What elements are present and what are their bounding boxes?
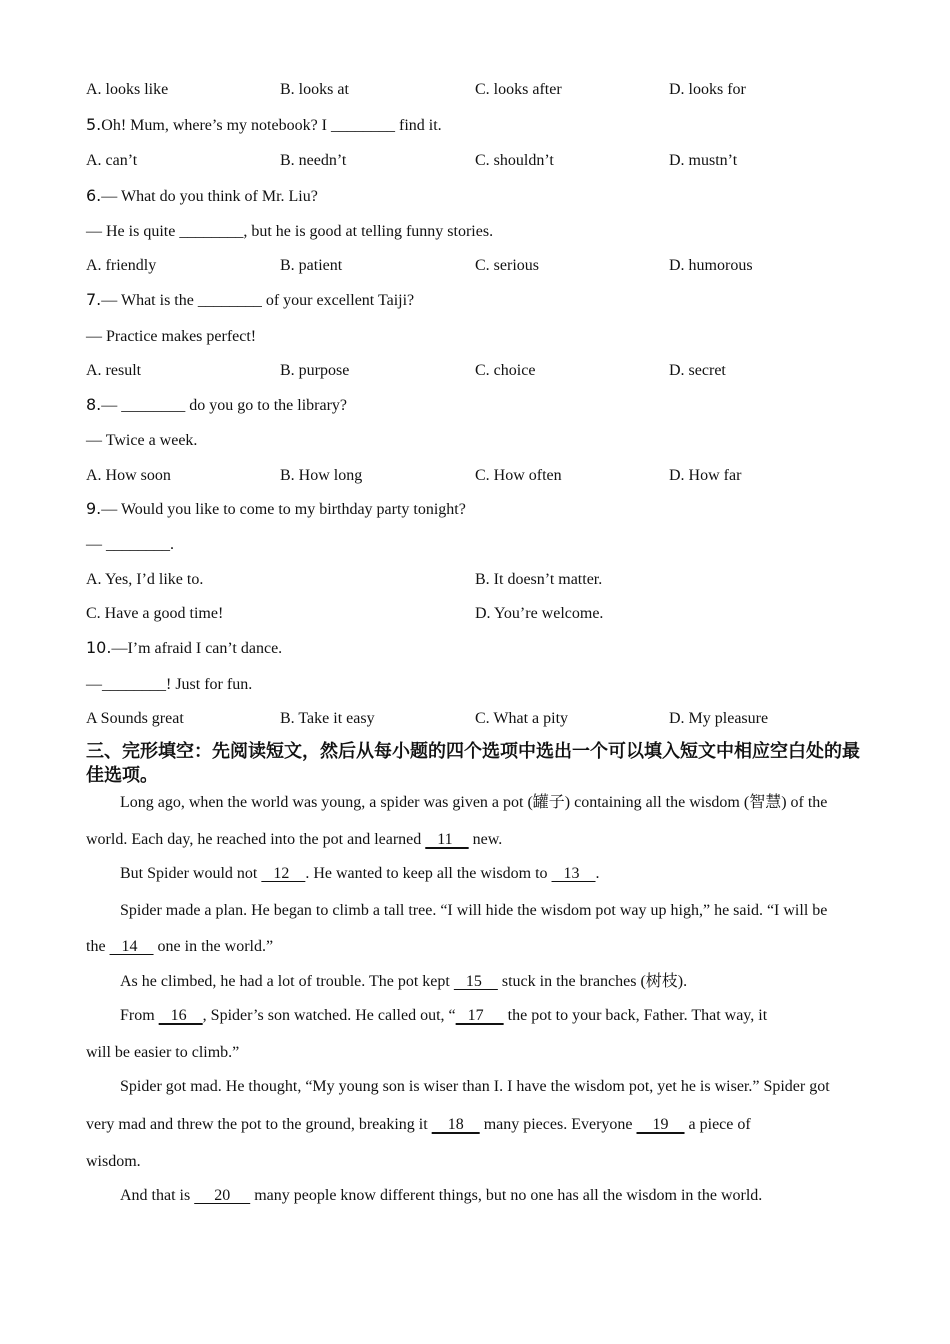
q10-text1: —I’m afraid I can’t dance. [111, 640, 283, 657]
passage-p6-line1: Spider got mad. He thought, “My young son is wiser than I. I have the wisdom pot, yet he is wiser.” Spider got [120, 1078, 830, 1095]
passage-p7 [86, 1186, 900, 1206]
q7-option-c: C. choice [475, 362, 536, 379]
q7-option-a: A. result [86, 362, 142, 379]
p1-text-end: new. [468, 831, 503, 848]
q6-option-d: D. humorous [669, 257, 753, 274]
p2-text-mid: . He wanted to keep all the wisdom to [305, 865, 552, 882]
q4-option-b: B. looks at [280, 81, 349, 98]
blank-11: 11 [425, 831, 469, 848]
q9-option-a: A. Yes, I’d like to. [86, 571, 204, 588]
q10-option-d: D. My pleasure [669, 710, 769, 727]
p3-text: the [86, 938, 110, 955]
q9-option-c: C. Have a good time! [86, 605, 224, 622]
q7-text1: — What is the ________ of your excellent Taiji? [101, 292, 415, 309]
q5-option-d: D. mustn’t [669, 152, 738, 169]
p5-text-mid: , Spider’s son watched. He called out, “ [202, 1007, 456, 1024]
q8-line1 [86, 395, 347, 416]
blank-12: 12 [261, 865, 306, 882]
q10-line2: —________! Just for fun. [86, 676, 253, 693]
q10-line1 [86, 638, 282, 659]
q10-option-b: B. Take it easy [280, 710, 375, 727]
q8-line2: — Twice a week. [86, 432, 198, 449]
passage-p1-line2 [86, 830, 866, 850]
q4-option-a: A. looks like [86, 81, 169, 98]
q5-option-c: C. shouldn’t [475, 152, 554, 169]
q9-number: 9. [86, 499, 102, 518]
blank-18: 18 [431, 1116, 480, 1133]
p4-text-end: stuck in the branches (树枝). [497, 973, 688, 990]
p2-text-end: . [595, 865, 600, 882]
q5-text: Oh! Mum, where’s my notebook? I ________ find it. [101, 117, 442, 134]
q8-option-c: C. How often [475, 467, 562, 484]
q7-option-d: D. secret [669, 362, 726, 379]
passage-p6-line3: wisdom. [86, 1153, 141, 1170]
q8-option-d: D. How far [669, 467, 742, 484]
q5-number: 5. [86, 115, 102, 134]
passage-p4 [86, 972, 900, 992]
q6-option-a: A. friendly [86, 257, 157, 274]
p5-text-end: the pot to your back, Father. That way, it [503, 1007, 768, 1024]
q7-option-b: B. purpose [280, 362, 350, 379]
q6-line1 [86, 186, 318, 207]
p5-text: From [120, 1007, 159, 1024]
q8-option-b: B. How long [280, 467, 363, 484]
p2-text: But Spider would not [120, 865, 262, 882]
p6-text-mid: many pieces. Everyone [479, 1116, 637, 1133]
q7-line2: — Practice makes perfect! [86, 328, 257, 345]
blank-14: 14 [109, 938, 154, 955]
blank-15: 15 [453, 973, 498, 990]
p7-text: And that is [120, 1187, 195, 1204]
q9-text1: — Would you like to come to my birthday party tonight? [101, 501, 466, 518]
q8-option-a: A. How soon [86, 467, 171, 484]
blank-16: 16 [158, 1007, 203, 1024]
q10-option-a: A Sounds great [86, 710, 184, 727]
q6-option-c: C. serious [475, 257, 539, 274]
q6-line2: — He is quite ________, but he is good at telling funny stories. [86, 223, 494, 240]
q10-option-c: C. What a pity [475, 710, 569, 727]
q6-option-b: B. patient [280, 257, 343, 274]
q9-line2: — ________. [86, 536, 174, 553]
passage-p3-line2 [86, 937, 866, 957]
passage-p5-line2: will be easier to climb.” [86, 1044, 240, 1061]
q9-line1 [86, 499, 466, 520]
section3-heading: 三、完形填空：先阅读短文，然后从每小题的四个选项中选出一个可以填入短文中相应空白处的最佳选项。 [86, 741, 860, 786]
p1-text: world. Each day, he reached into the pot and learned [86, 831, 426, 848]
q5-stem [86, 115, 442, 136]
q10-number: 10. [86, 638, 112, 657]
p6-text-end: a piece of [684, 1116, 751, 1133]
blank-19: 19 [636, 1116, 685, 1133]
blank-20: 20 [194, 1187, 251, 1204]
passage-p5-line1 [86, 1006, 900, 1026]
passage-p6-line2 [86, 1115, 866, 1135]
q6-number: 6. [86, 186, 102, 205]
q4-option-d: D. looks for [669, 81, 746, 98]
q8-number: 8. [86, 395, 102, 414]
q8-text1: — ________ do you go to the library? [101, 397, 348, 414]
passage-p1-line1: Long ago, when the world was young, a spider was given a pot (罐子) containing all the wisdom (智慧) of the [120, 794, 828, 811]
q9-option-b: B. It doesn’t matter. [475, 571, 603, 588]
p4-text: As he climbed, he had a lot of trouble. The pot kept [120, 973, 454, 990]
q9-option-d: D. You’re welcome. [475, 605, 604, 622]
p7-text-end: many people know different things, but no one has all the wisdom in the world. [250, 1187, 763, 1204]
q5-option-b: B. needn’t [280, 152, 347, 169]
p6-text: very mad and threw the pot to the ground, breaking it [86, 1116, 432, 1133]
p3-text-end: one in the world.” [153, 938, 274, 955]
passage-p3-line1: Spider made a plan. He began to climb a tall tree. “I will hide the wisdom pot way up high,” he said. “I will be [120, 902, 828, 919]
passage-p2 [86, 864, 900, 884]
q6-text1: — What do you think of Mr. Liu? [101, 188, 318, 205]
blank-17: 17 [455, 1007, 504, 1024]
blank-13: 13 [551, 865, 596, 882]
q4-option-c: C. looks after [475, 81, 562, 98]
q7-number: 7. [86, 290, 102, 309]
q7-line1 [86, 290, 414, 311]
q5-option-a: A. can’t [86, 152, 138, 169]
